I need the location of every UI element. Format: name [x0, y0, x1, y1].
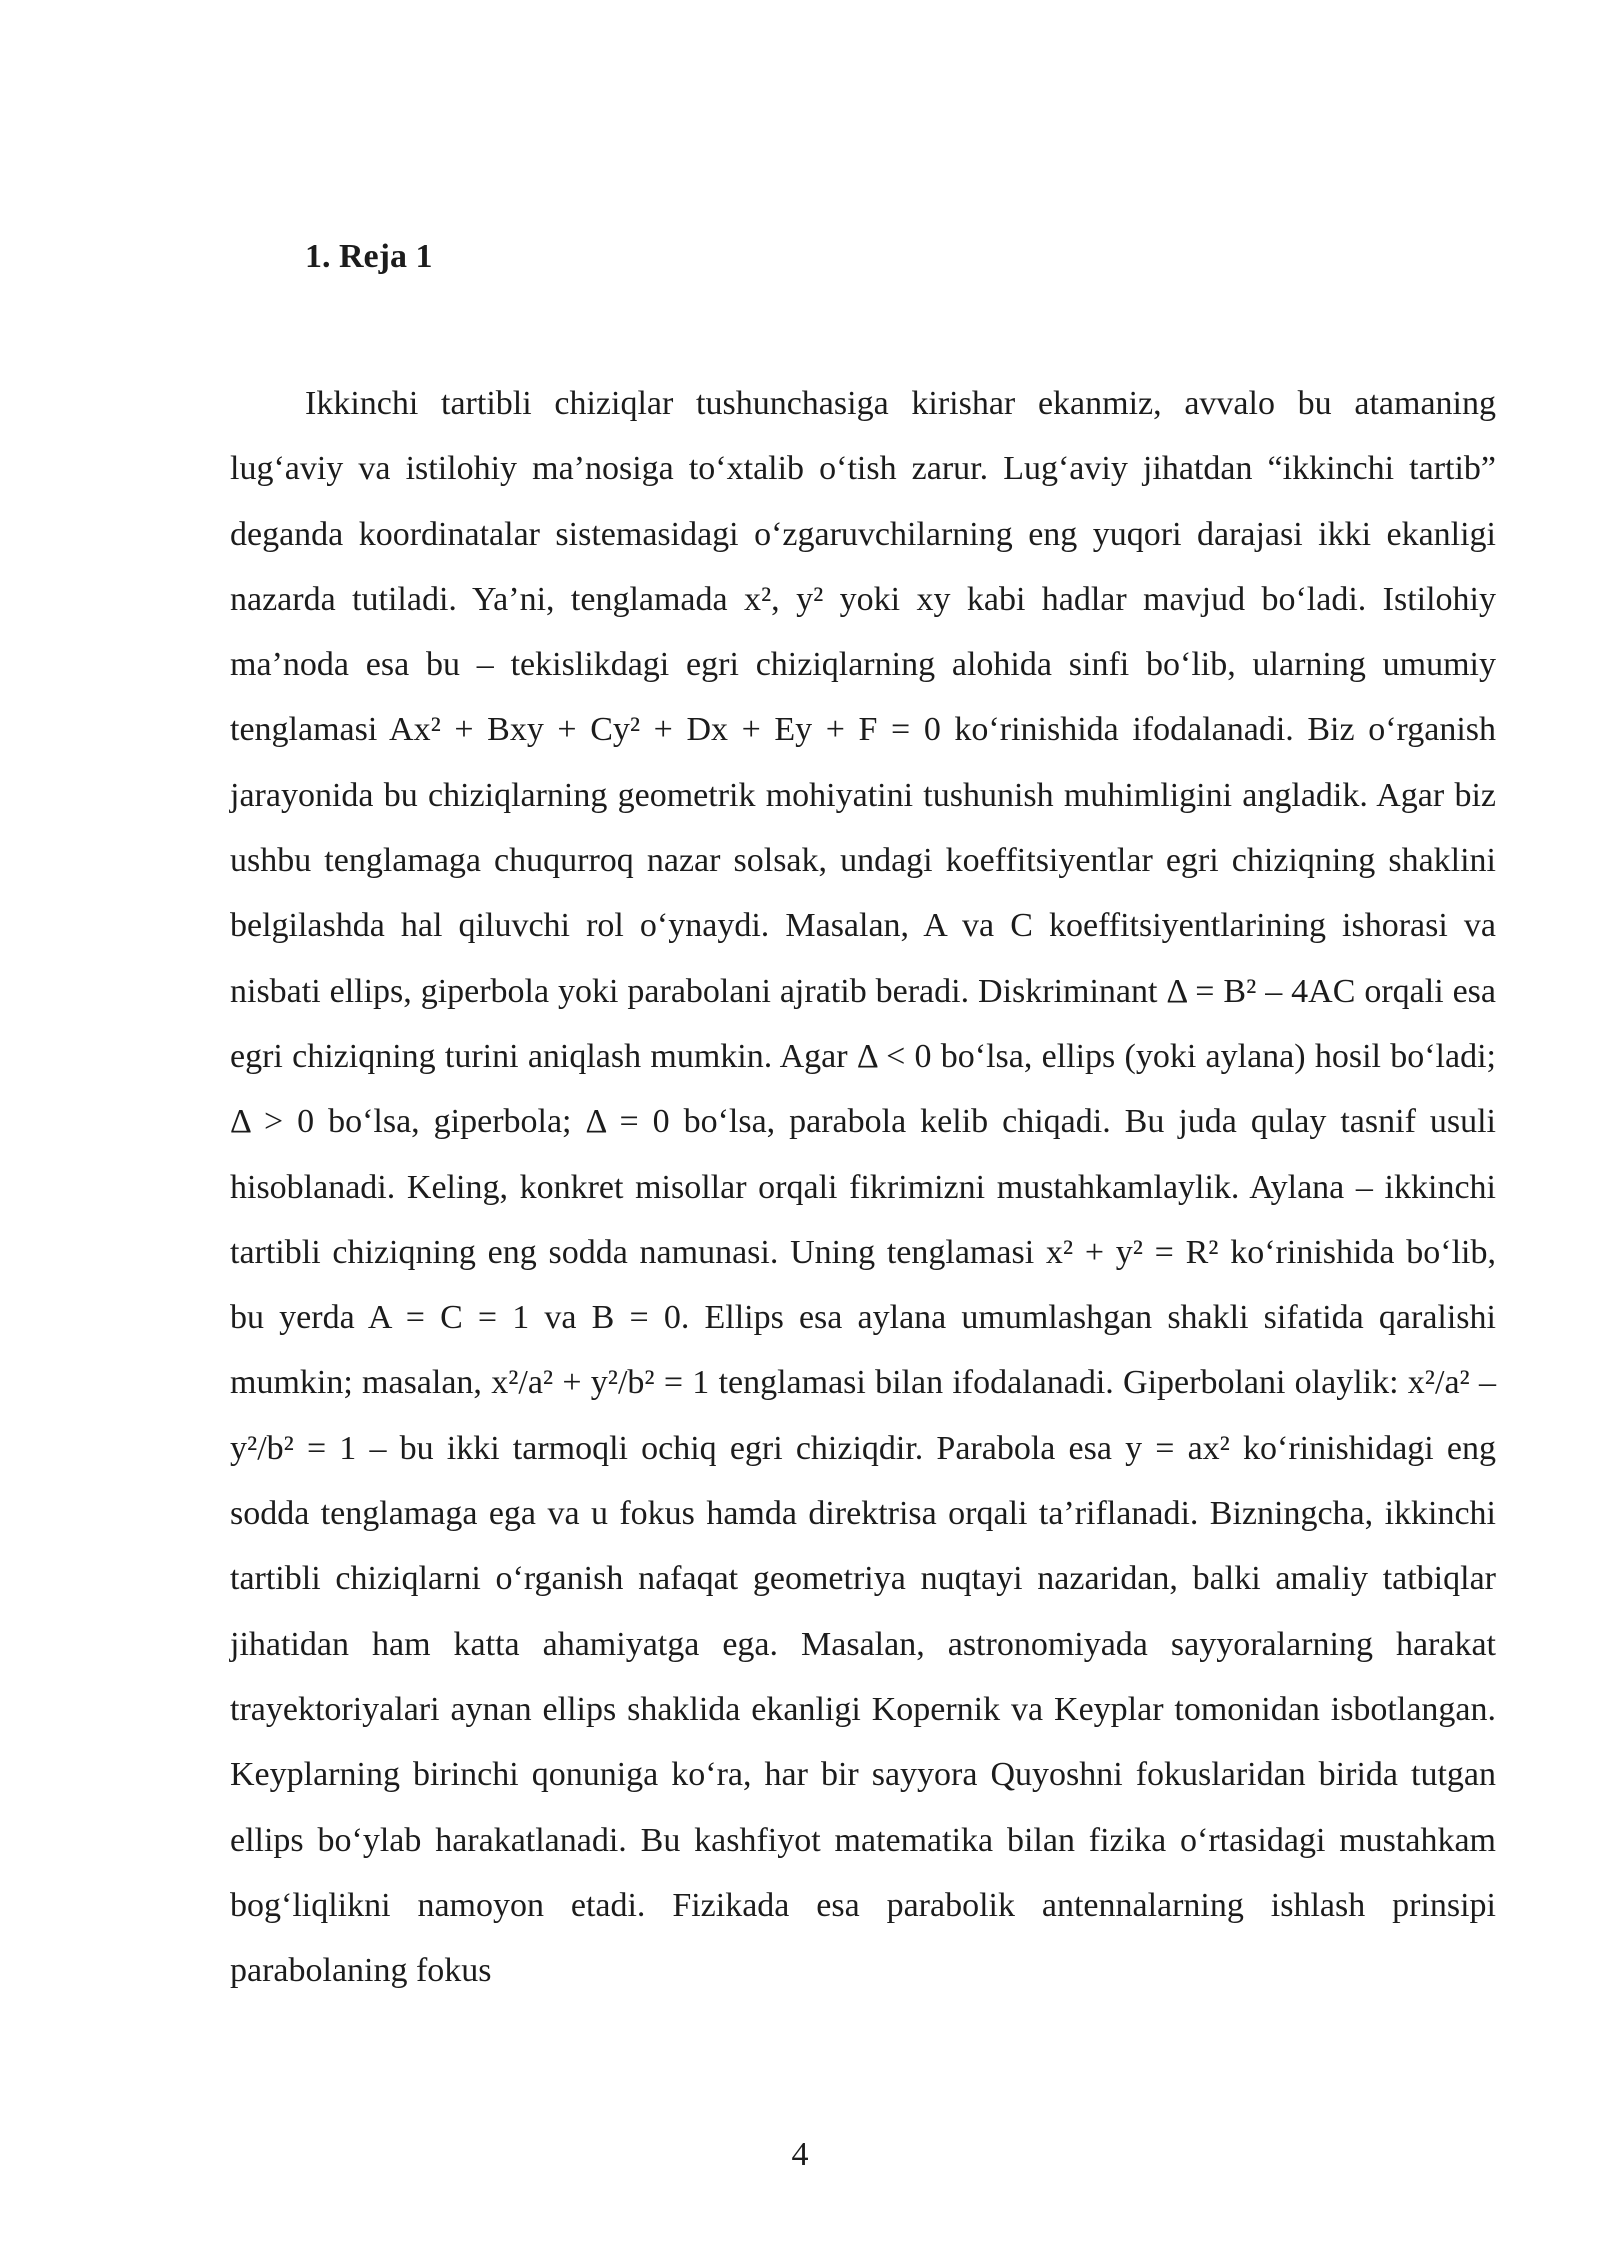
section-heading: 1. Reja 1	[305, 238, 433, 275]
page-number: 4	[791, 2136, 809, 2173]
body-paragraph: Ikkinchi tartibli chiziqlar tushunchasiga kirishar ekanmiz, avvalo bu atamaning lug‘aviy va istilohiy ma’nosiga to‘xtalib o‘tish zarur. Lug‘aviy jihatdan “ikkinchi tartib” deganda koordinatalar sistemasidagi o‘zgaruvchilarning eng yuqori darajasi ikki ekanligi nazarda tutiladi. Ya’ni, tenglamada x², y² yoki xy kabi hadlar mavjud bo‘ladi. Istilohiy ma’noda esa bu – tekislikdagi egri chiziqlarning alohida sinfi bo‘lib, ularning umumiy tenglamasi Ax² + Bxy + Cy² + Dx + Ey + F = 0 ko‘rinishida ifodalanadi. Biz o‘rganish jarayonida bu chiziqlarning geometrik mohiyatini tushunish muhimligini angladik. Agar biz ushbu tenglamaga chuqurroq nazar solsak, undagi koeffitsiyentlar egri chiziqning shaklini belgilashda hal qiluvchi rol o‘ynaydi. Masalan, A va C koeffitsiyentlarining ishorasi va nisbati ellips, giperbola yoki parabolani ajratib beradi. Diskriminant Δ = B² – 4AC orqali esa egri chiziqning turini aniqlash mumkin. Agar Δ < 0 bo‘lsa, ellips (yoki aylana) hosil bo‘ladi; Δ > 0 bo‘lsa, giperbola; Δ = 0 bo‘lsa, parabola kelib chiqadi. Bu juda qulay tasnif usuli hisoblanadi. Keling, konkret misollar orqali fikrimizni mustahkamlaylik. Aylana – ikkinchi tartibli chiziqning eng sodda namunasi. Uning tenglamasi x² + y² = R² ko‘rinishida bo‘lib, bu yerda A = C = 1 va B = 0. Ellips esa aylana umumlashgan shakli sifatida qaralishi mumkin; masalan, x²/a² + y²/b² = 1 tenglamasi bilan ifodalanadi. Giperbolani olaylik: x²/a² – y²/b² = 1 – bu ikki tarmoqli ochiq egri chiziqdir. Parabola esa y = ax² ko‘rinishidagi eng sodda tenglamaga ega va u fokus hamda direktrisa orqali ta’riflanadi. Bizningcha, ikkinchi tartibli chiziqlarni o‘rganish nafaqat geometriya nuqtayi nazaridan, balki amaliy tatbiqlar jihatidan ham katta ahamiyatga ega. Masalan, astronomiyada sayyoralarning harakat trayektoriyalari aynan ellips shaklida ekanligi Kopernik va Keyplar tomonidan isbotlangan. Keyplarning birinchi qonuniga ko‘ra, har bir sayyora Quyoshni fokuslaridan birida tutgan ellips bo‘ylab harakatlanadi. Bu kashfiyot matematika bilan fizika o‘rtasidagi mustahkam bog‘liqlikni namoyon etadi. Fizikada esa parabolik antennalarning ishlash prinsipi parabolaning fokus	[230, 385, 1496, 1990]
